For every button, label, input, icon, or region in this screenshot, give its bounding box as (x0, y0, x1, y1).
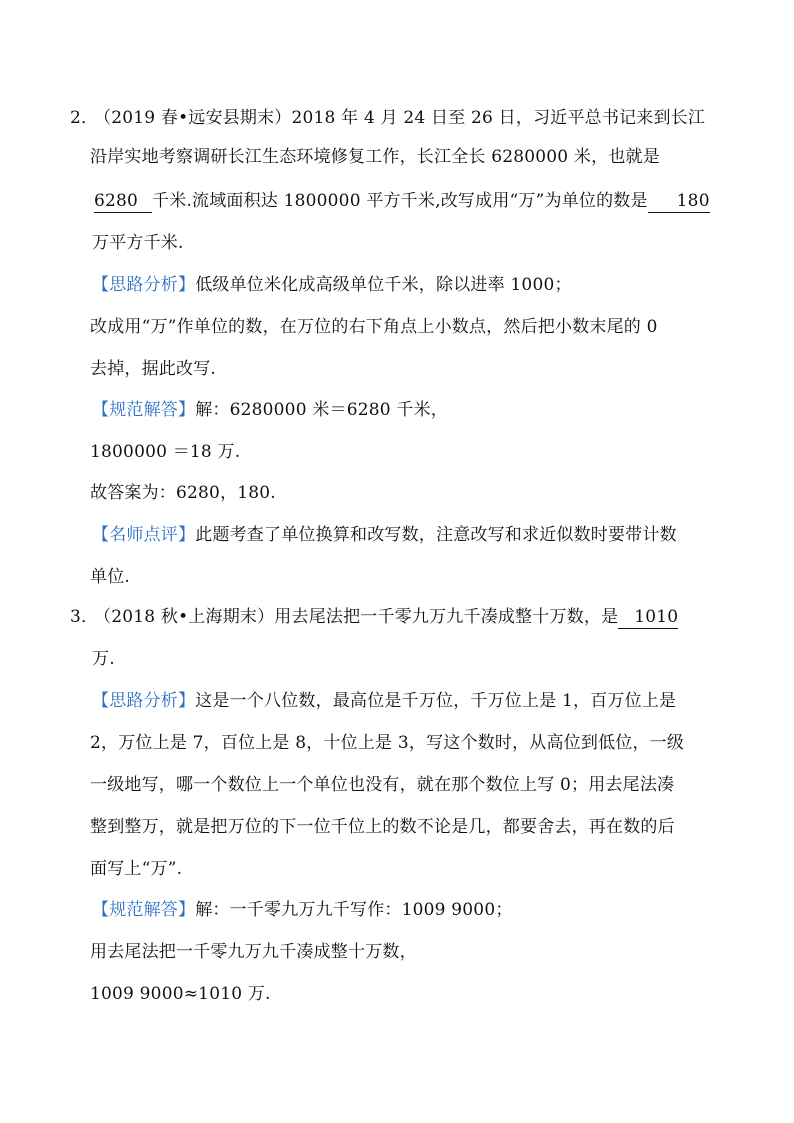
q2-analysis (92, 273, 572, 297)
q2-solution-text-1: 解：6280000 米＝6280 千米， (195, 400, 448, 420)
q2-analysis-text-3: 去掉，据此改写. (90, 359, 217, 379)
q3-line-1 (70, 605, 678, 629)
q3-answer-blank: 1010 (618, 606, 678, 629)
q2-analysis-line-3 (90, 357, 216, 381)
q3-analysis (92, 689, 676, 713)
q3-solution-tag: 【规范解答】 (92, 900, 196, 920)
q3-solution-text-1: 解：一千零九万九千写作：1009 9000； (195, 900, 513, 920)
q2-line-3 (94, 189, 710, 213)
q3-solution-line-2 (90, 940, 417, 964)
q2-text-2: 沿岸实地考察调研长江生态环境修复工作，长江全长 6280000 米，也就是 (90, 147, 660, 167)
q2-comment-tag: 【名师点评】 (92, 525, 196, 545)
q2-analysis-text-1: 低级单位米化成高级单位千米，除以进率 1000； (195, 275, 572, 295)
q2-solution (92, 398, 448, 422)
q3-analysis-line-4 (90, 815, 675, 839)
q3-analysis-text-3: 一级地写，哪一个数位上一个单位也没有，就在那个数位上写 0；用去尾法凑 (90, 775, 675, 795)
q2-line-4 (92, 231, 184, 255)
q2-text-1: （2019 春•远安县期末）2018 年 4 月 24 日至 26 日，习近平总书记来到长江 (94, 108, 706, 128)
q3-analysis-text-4: 整到整万，就是把万位的下一位千位上的数不论是几，都要舍去，再在数的后 (90, 817, 675, 837)
q2-number: 2． (70, 108, 99, 128)
q3-analysis-line-3 (90, 773, 674, 797)
q3-analysis-text-1: 这是一个八位数，最高位是千万位，千万位上是 1，百万位上是 (195, 691, 677, 711)
q3-number: 3． (70, 607, 99, 627)
q3-analysis-line-2 (90, 731, 684, 755)
q2-solution-text-2: 1800000 ＝18 万. (90, 442, 241, 462)
q2-answer-blank-2: 180 (648, 190, 710, 213)
q2-comment (92, 523, 677, 547)
q2-solution-line-3 (90, 481, 276, 505)
q3-solution-text-2: 用去尾法把一千零九万九千凑成整十万数， (90, 942, 417, 962)
q2-comment-text-2: 单位. (90, 567, 131, 587)
q2-comment-line-2 (90, 565, 130, 589)
q2-text-3: 千米.流域面积达 1800000 平方千米,改写成用“万”为单位的数是 (152, 191, 648, 211)
q2-analysis-text-2: 改成用“万”作单位的数，在万位的右下角点上小数点，然后把小数末尾的 0 (90, 317, 658, 337)
q3-analysis-text-2: 2，万位上是 7，百位上是 8，十位上是 3，写这个数时，从高位到低位，一级 (90, 733, 685, 753)
q2-comment-text-1: 此题考查了单位换算和改写数，注意改写和求近似数时要带计数 (195, 525, 677, 545)
q2-answer-blank-1: 6280 (94, 190, 152, 213)
q3-text-1: （2018 秋•上海期末）用去尾法把一千零九万九千凑成整十万数，是 (94, 607, 619, 627)
q2-solution-line-2 (90, 440, 240, 464)
q2-analysis-line-2 (90, 315, 658, 339)
q2-line-1 (70, 106, 705, 130)
q2-text-4: 万平方千米. (92, 233, 184, 253)
q3-text-2: 万. (92, 649, 115, 669)
q3-analysis-tag: 【思路分析】 (92, 691, 196, 711)
q3-solution-text-3: 1009 9000≈1010 万. (90, 984, 271, 1004)
q3-analysis-line-5 (90, 857, 182, 881)
q2-solution-tag: 【规范解答】 (92, 400, 196, 420)
q2-line-2 (90, 145, 660, 169)
q2-analysis-tag: 【思路分析】 (92, 275, 196, 295)
q3-line-2 (92, 647, 115, 671)
q3-solution (92, 898, 513, 922)
q3-solution-line-3 (90, 982, 271, 1006)
q3-analysis-text-5: 面写上“万”. (90, 859, 183, 879)
q2-solution-text-3: 故答案为：6280，180. (90, 483, 276, 503)
